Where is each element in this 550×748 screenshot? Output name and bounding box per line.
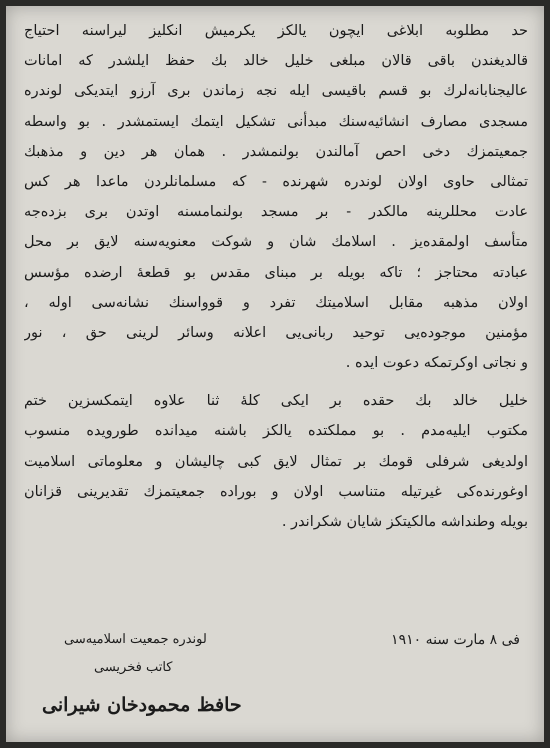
signatory-name: حافظ محمودخان شیرانی — [42, 694, 242, 716]
organization-name: لوندره جمعیت اسلامیه‌سی — [64, 632, 207, 647]
text-line: بویله وطنداشه مالکیتکز شایان شکراندر . — [281, 514, 528, 530]
letter-date: فی ۸ مارت سنه ۱۹۱۰ — [391, 632, 520, 648]
text-line: جمعیتمزك دخی احص آمالندن بولنمشدر . همان هر دین و مذهبك — [24, 143, 528, 160]
text-line: مسجدی مصارف انشائیه‌سنك مبدأنی تشکیل ایتمك ایستمشدر . بو واسطه — [24, 113, 528, 130]
letter-body — [24, 16, 528, 537]
text-line: اولدیغی شرفلی قومك بر تمثال لایق کبی چالیشان و معلوماتی اسلامیت — [24, 453, 528, 470]
text-line: خلیل خالد بك حقده بر ایکی کلهٔ ثنا علاوه ایتمکسزین ختم — [24, 393, 528, 410]
text-line: قالدیغندن باقی قالان مبلغی خلیل خالد بك حفظ ایلشدر که امانات — [24, 53, 528, 70]
text-line: عبادته محتاجز ؛ تاکه بویله بر مبنای مقدس بو قطعهٔ ارضده مؤسس — [24, 264, 528, 281]
text-line: اولان مذهبه مقابل اسلامیتك تفرد و قوواسنك نشانه‌سی اوله ، — [24, 294, 528, 311]
text-line: متأسف اولمقده‌یز . اسلامك شان و شوكت معنویه‌سنه لایق بر محل — [24, 234, 528, 251]
text-line: تمثالی حاوی اولان لوندره شهرنده - که مسلمانلردن ماعدا هر کس — [24, 173, 528, 190]
signatory-role: کاتب فخریسی — [94, 660, 173, 675]
text-line: اوغورنده‌کی غیرتیله متناسب اولان و بوراده جمعیتمزك تقدیرینی قزانان — [24, 483, 528, 500]
text-line: مکتوب ایلیه‌مدم . بو مملکتده یالکز باشنه میدانده طورویده منسوب — [24, 423, 528, 440]
text-line: حد مطلوبه ابلاغی ایچون یالکز یکرمیش انکلیز لیراسنه احتیاج — [24, 23, 528, 39]
text-line: عادت محللرینه مالكدر - بر مسجد بولنمامسنه اوتدن بری بزده‌جه — [24, 204, 528, 221]
paragraph-2 — [24, 386, 528, 537]
document-page — [6, 6, 544, 742]
text-line: عالیجنابانه‌لرك بو قسم باقیسی ایله نجه زماندن بری آرزو ایتدیكی لوندره — [24, 83, 528, 100]
text-line: مؤمنین موجوده‌یی توحید ربانی‌یی اعلانه وسائر لرینی حق ، نور — [24, 324, 528, 341]
letter-footer — [24, 626, 528, 736]
paragraph-1 — [24, 16, 528, 378]
text-line: و نجاتی اوکرتمکه دعوت ایده . — [345, 355, 528, 372]
